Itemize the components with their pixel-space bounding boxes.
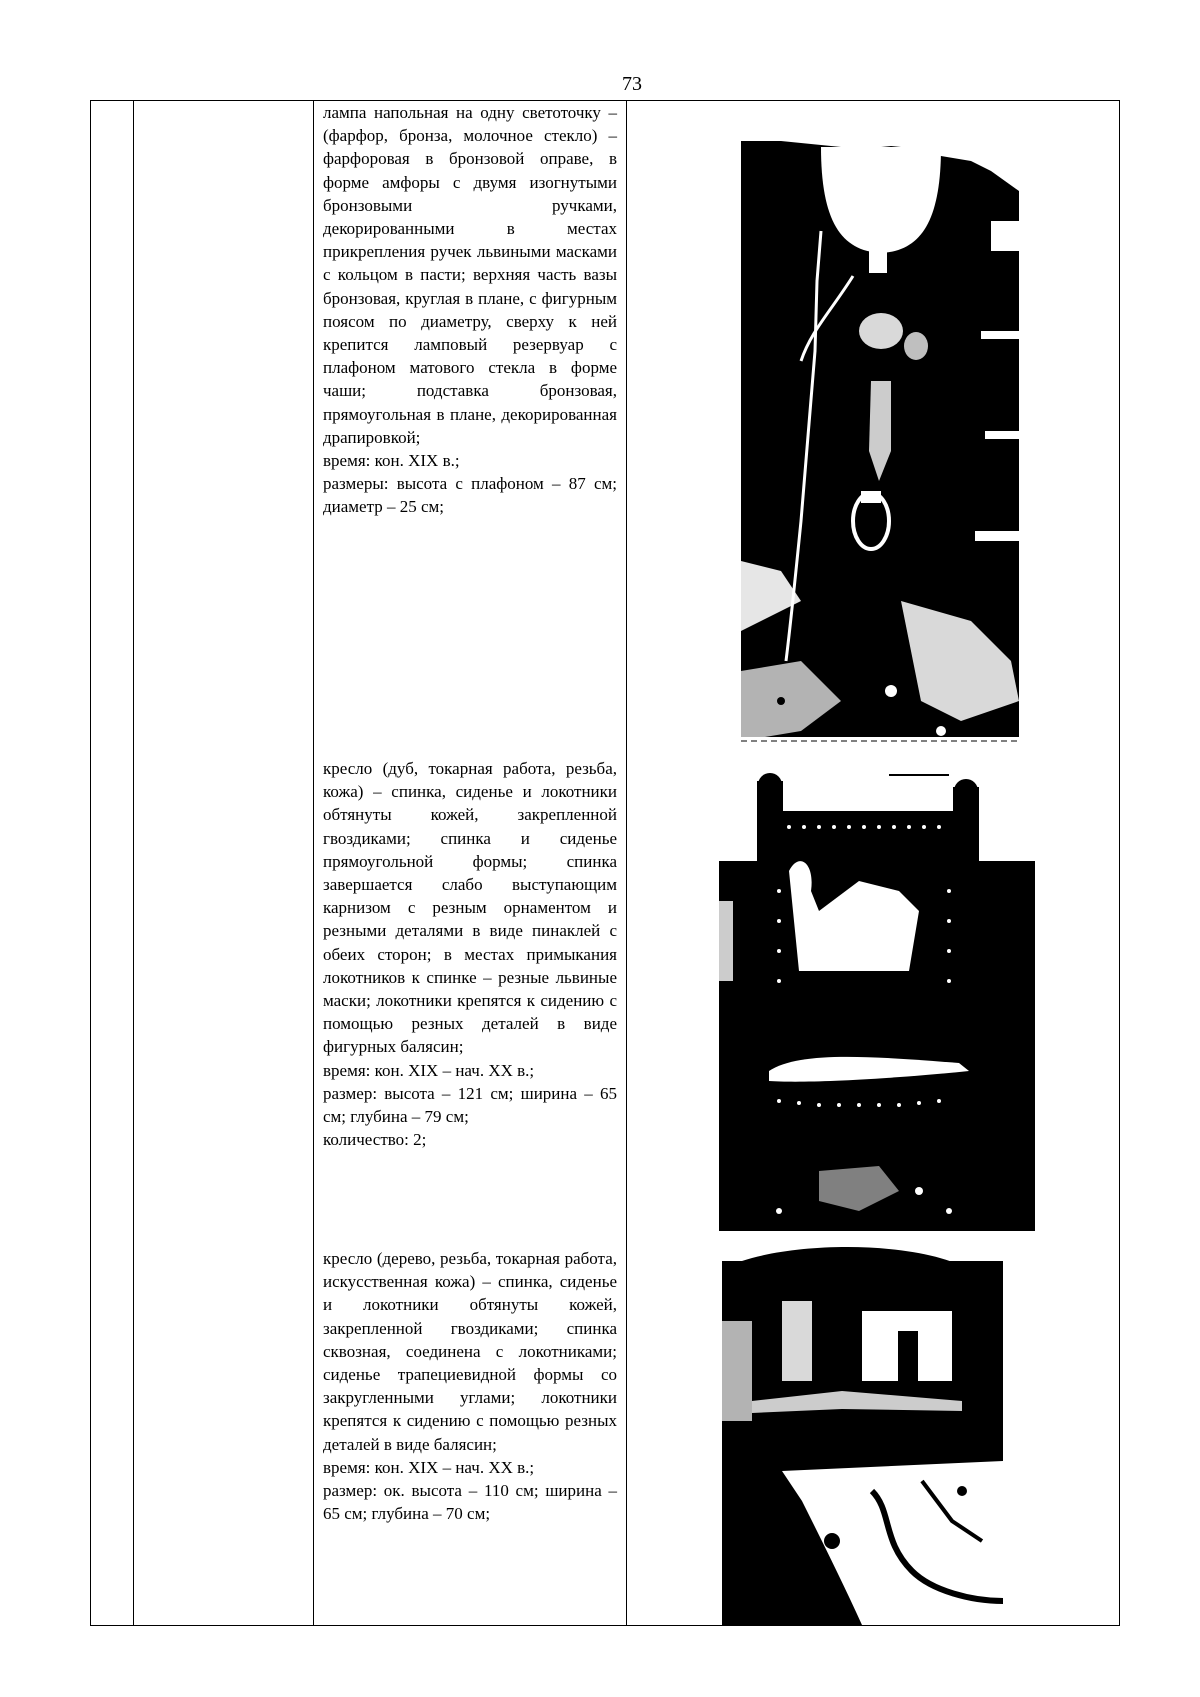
period-text: время: кон. XIX – нач. XX в.; bbox=[323, 1457, 535, 1477]
dimensions-text: размер: ок. высота – 110 см; ширина – 65 см; глубина – 70 см; bbox=[323, 1481, 617, 1524]
description-text: кресло (дуб, токарная работа, резьба, кожа) – спинка, сиденье и локотники обтянуты кожей, закрепленной гвоздиками; спинка и сиденье прямоугольной формы; спинка завершается слабо выступающим карнизом с резным орнаментом и резными деталями в виде пинаклей с обеих сторон; в местах примыкания локотников к спинке – резные львиные маски; локотники крепятся к сидению с помощью резных деталей в виде фигурных балясин; bbox=[323, 759, 617, 1057]
item-description-wooden-armchair bbox=[323, 1247, 617, 1525]
floor-lamp-photo bbox=[741, 101, 1019, 743]
period-text: время: кон. XIX в.; bbox=[323, 451, 460, 471]
column-divider bbox=[133, 101, 134, 1625]
item-description-floor-lamp bbox=[323, 101, 617, 519]
description-text: лампа напольная на одну светоточку – (фарфор, бронза, молочное стекло) – фарфоровая в бронзовой оправе, в форме амфоры с двумя изогнутыми бронзовыми ручками, декорированными в местах прикрепления ручек львиными масками с кольцом в пасти; верхняя часть вазы бронзовая, круглая в плане, с фигурным поясом по диаметру, сверху к ней крепится ламповый резервуар с плафоном матового стекла в форме чаши; подставка бронзовая, прямоугольная в плане, декорированная драпировкой; bbox=[323, 103, 617, 447]
item-description-oak-armchair bbox=[323, 757, 617, 1151]
oak-armchair-photo bbox=[719, 771, 1035, 1231]
inventory-table bbox=[90, 100, 1120, 1626]
column-divider bbox=[313, 101, 314, 1625]
dimensions-text: размеры: высота с плафоном – 87 см; диаметр – 25 см; bbox=[323, 474, 617, 517]
wooden-armchair-photo bbox=[722, 1241, 1003, 1625]
page-number: 73 bbox=[622, 73, 642, 95]
period-text: время: кон. XIX – нач. XX в.; bbox=[323, 1060, 535, 1080]
column-divider bbox=[626, 101, 627, 1625]
quantity-text: количество: 2; bbox=[323, 1130, 427, 1150]
description-text: кресло (дерево, резьба, токарная работа, искусственная кожа) – спинка, сиденье и локотники обтянуты кожей, закрепленной гвоздиками; спинка сквозная, соединена с локотниками; сиденье трапециевидной формы со закругленными углами; локотники крепятся к сидению с помощью резных деталей в виде балясин; bbox=[323, 1249, 617, 1454]
dimensions-text: размер: высота – 121 см; ширина – 65 см; глубина – 79 см; bbox=[323, 1083, 617, 1127]
